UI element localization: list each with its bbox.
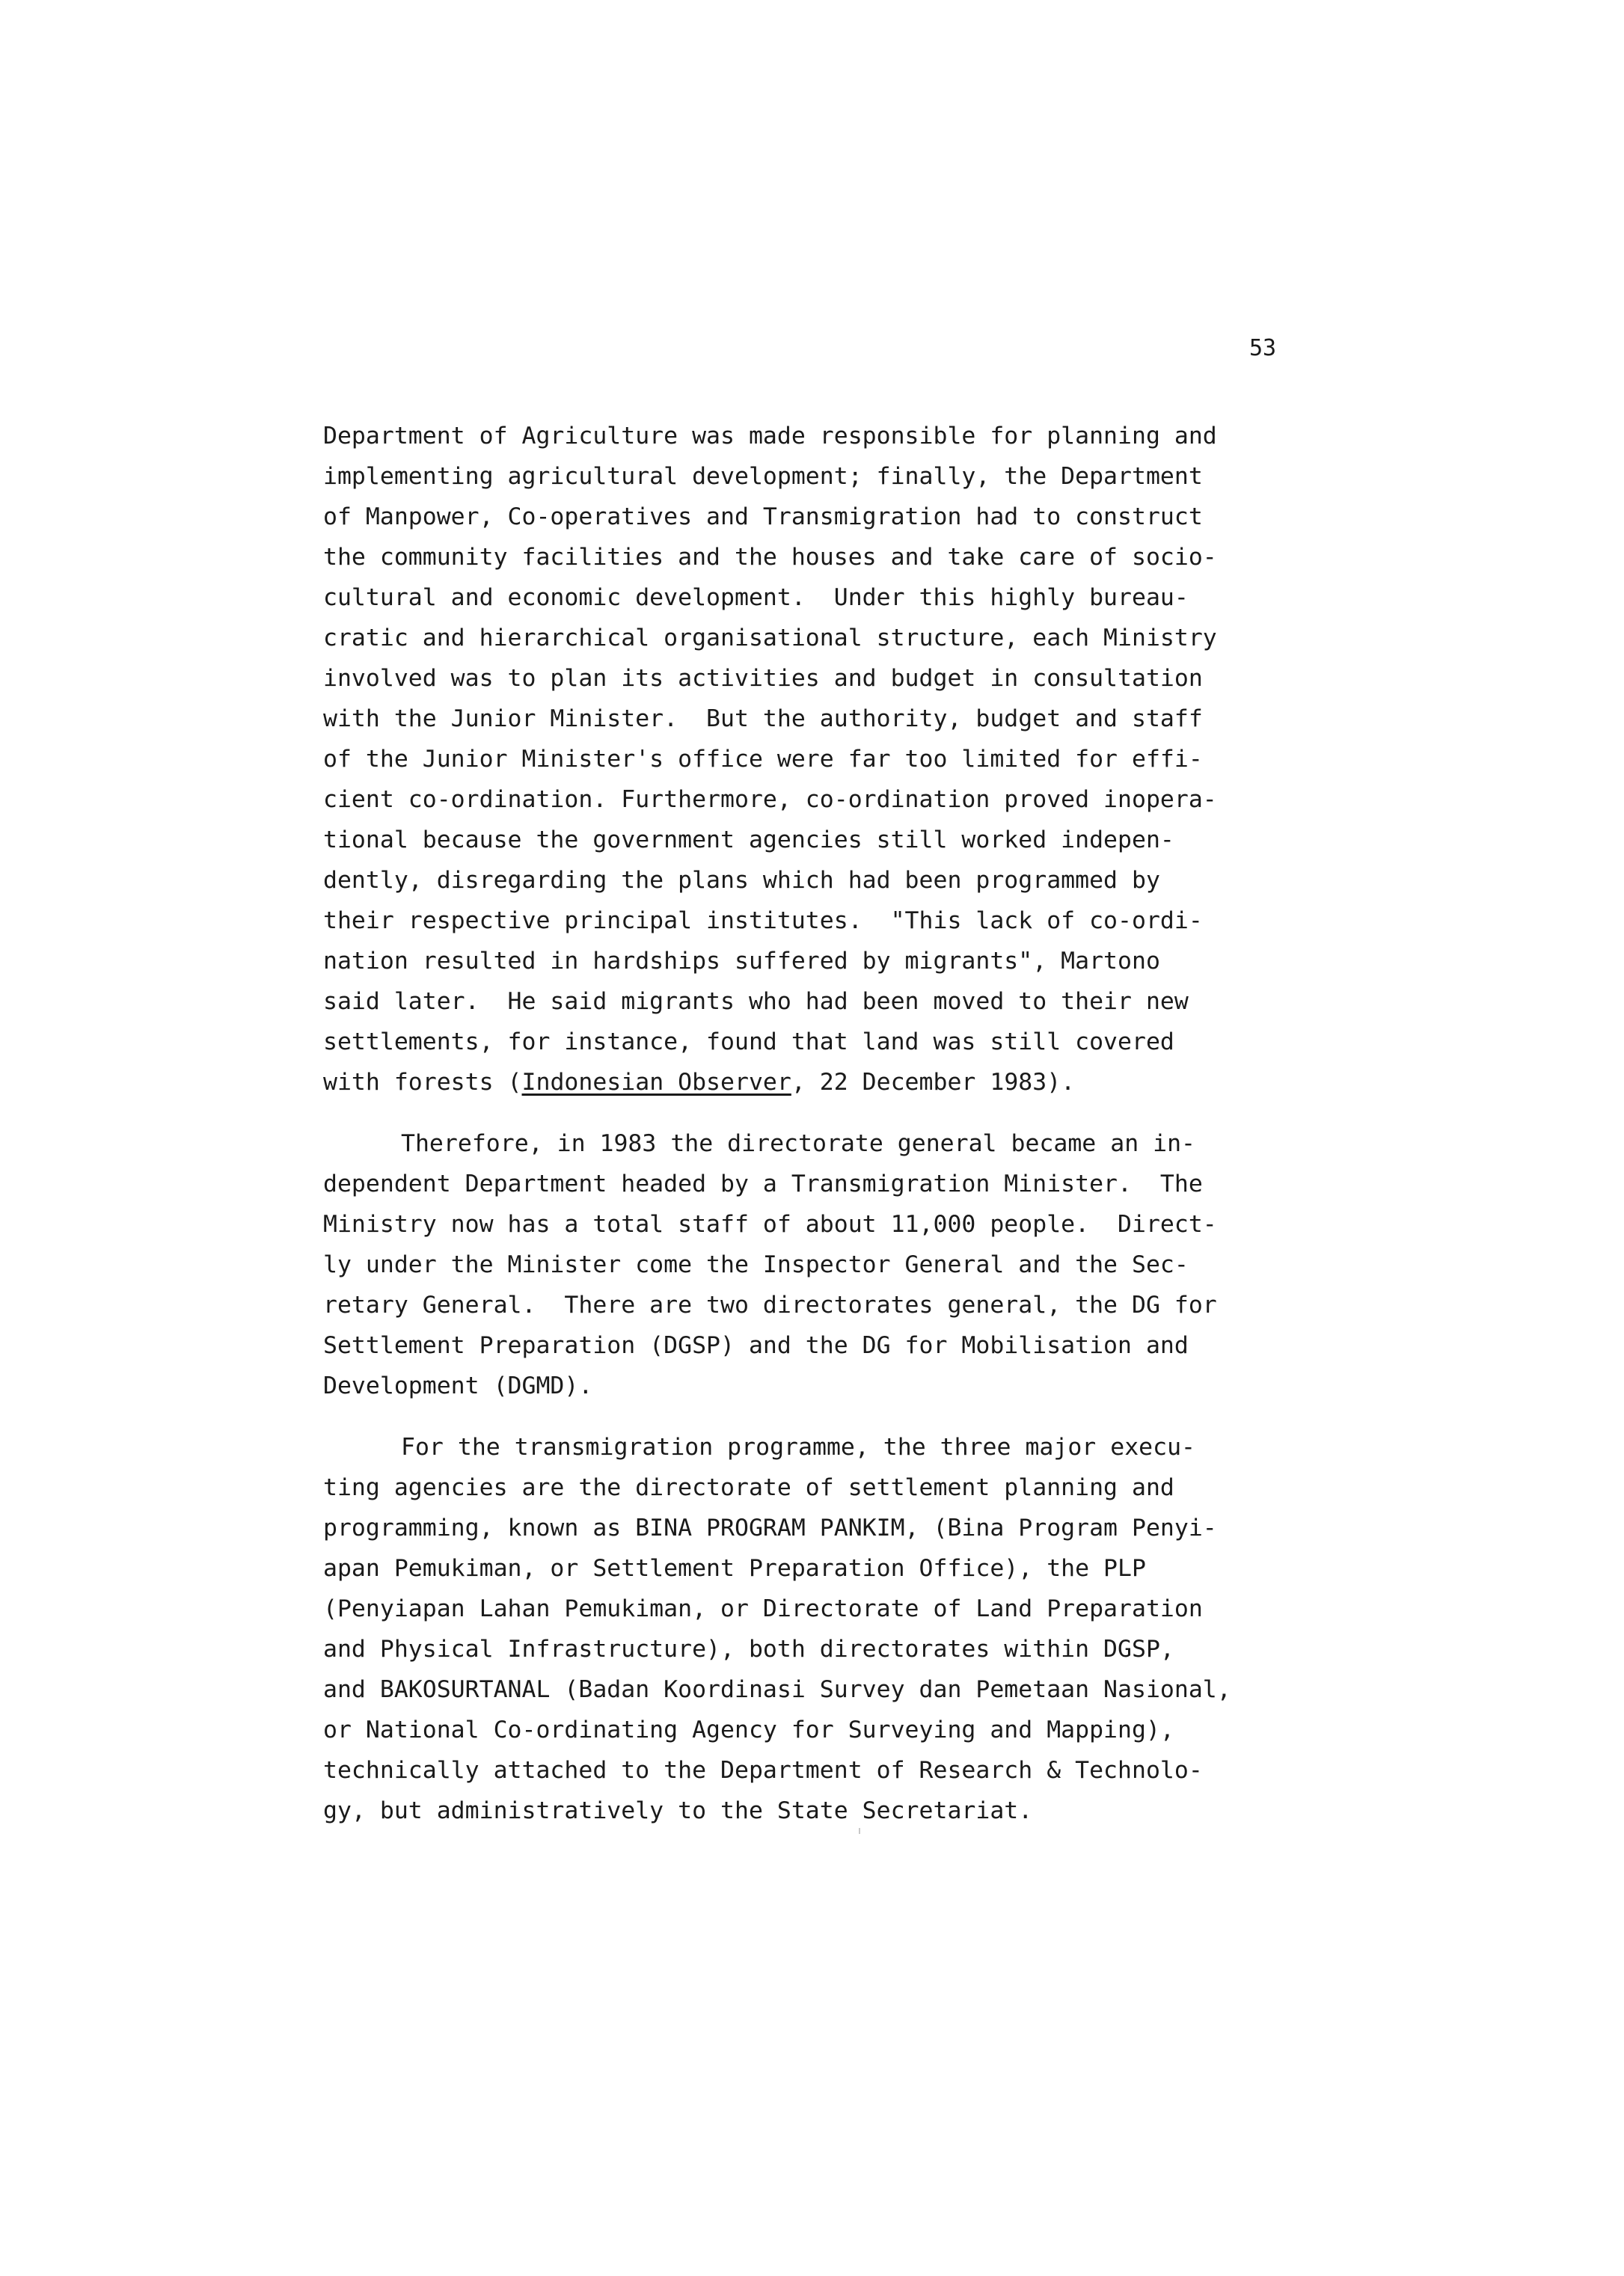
text-line: cient co-ordination. Furthermore, co-ordination proved inopera- [323,786,1217,813]
text-line: cratic and hierarchical organisational structure, each Ministry [323,625,1217,651]
text-line: their respective principal institutes. "This lack of co-ordi- [323,907,1203,934]
text-line: dependent Department headed by a Transmigration Minister. The [323,1171,1203,1197]
text-line: Ministry now has a total staff of about 11,000 people. Direct- [323,1211,1217,1238]
text-line: or National Co-ordinating Agency for Surveying and Mapping), [323,1717,1174,1743]
text-line: gy, but administratively to the State Secretariat. [323,1797,1033,1824]
citation-line [323,1062,1355,1102]
paragraph-gap [323,1406,1355,1427]
text-line: the community facilities and the houses and take care of socio- [323,544,1217,571]
text-line: and BAKOSURTANAL (Badan Koordinasi Survey dan Pemetaan Nasional, [323,1676,1231,1703]
citation-prefix: with forests ( [323,1069,522,1096]
text-line: ting agencies are the directorate of settlement planning and [323,1474,1174,1501]
paragraph-1 [323,416,1355,1102]
scan-speck [859,1828,860,1834]
text-line: and Physical Infrastructure), both directorates within DGSP, [323,1636,1174,1663]
text-line: programming, known as BINA PROGRAM PANKIM, (Bina Program Penyi- [323,1515,1217,1542]
text-line: Development (DGMD). [323,1372,593,1399]
text-line: tional because the government agencies still worked indepen- [323,826,1174,853]
text-line: ly under the Minister come the Inspector General and the Sec- [323,1251,1189,1278]
text-line: For the transmigration programme, the three major execu- [401,1434,1196,1461]
paragraph-2 [323,1123,1355,1406]
text-line: Department of Agriculture was made responsible for planning and [323,423,1217,450]
text-line: involved was to plan its activities and budget in consultation [323,665,1203,692]
citation-source: Indonesian Observer [521,1069,791,1096]
text-line: settlements, for instance, found that land was still covered [323,1028,1174,1055]
paragraph-3 [323,1427,1355,1831]
text-line: apan Pemukiman, or Settlement Preparation Office), the PLP [323,1555,1146,1582]
text-line: with the Junior Minister. But the authority, budget and staff [323,705,1203,732]
body-text [323,416,1355,1831]
text-line: nation resulted in hardships suffered by migrants", Martono [323,948,1160,975]
text-line: (Penyiapan Lahan Pemukiman, or Directorate of Land Preparation [323,1595,1203,1622]
text-line: of the Junior Minister's office were far too limited for effi- [323,746,1203,773]
text-line: technically attached to the Department of Research & Technolo- [323,1757,1203,1784]
text-line: cultural and economic development. Under this highly bureau- [323,584,1189,611]
paragraph-gap [323,1102,1355,1123]
text-line: Therefore, in 1983 the directorate general became an in- [401,1130,1196,1157]
citation-suffix: , 22 December 1983). [791,1069,1076,1096]
text-line: said later. He said migrants who had been moved to their new [323,988,1189,1015]
text-line: of Manpower, Co-operatives and Transmigration had to construct [323,503,1203,530]
text-line: dently, disregarding the plans which had been programmed by [323,867,1160,894]
text-line: Settlement Preparation (DGSP) and the DG for Mobilisation and [323,1332,1189,1359]
text-line: implementing agricultural development; finally, the Department [323,463,1203,490]
text-line: retary General. There are two directorates general, the DG for [323,1292,1217,1319]
page-number: 53 [1249,335,1277,361]
